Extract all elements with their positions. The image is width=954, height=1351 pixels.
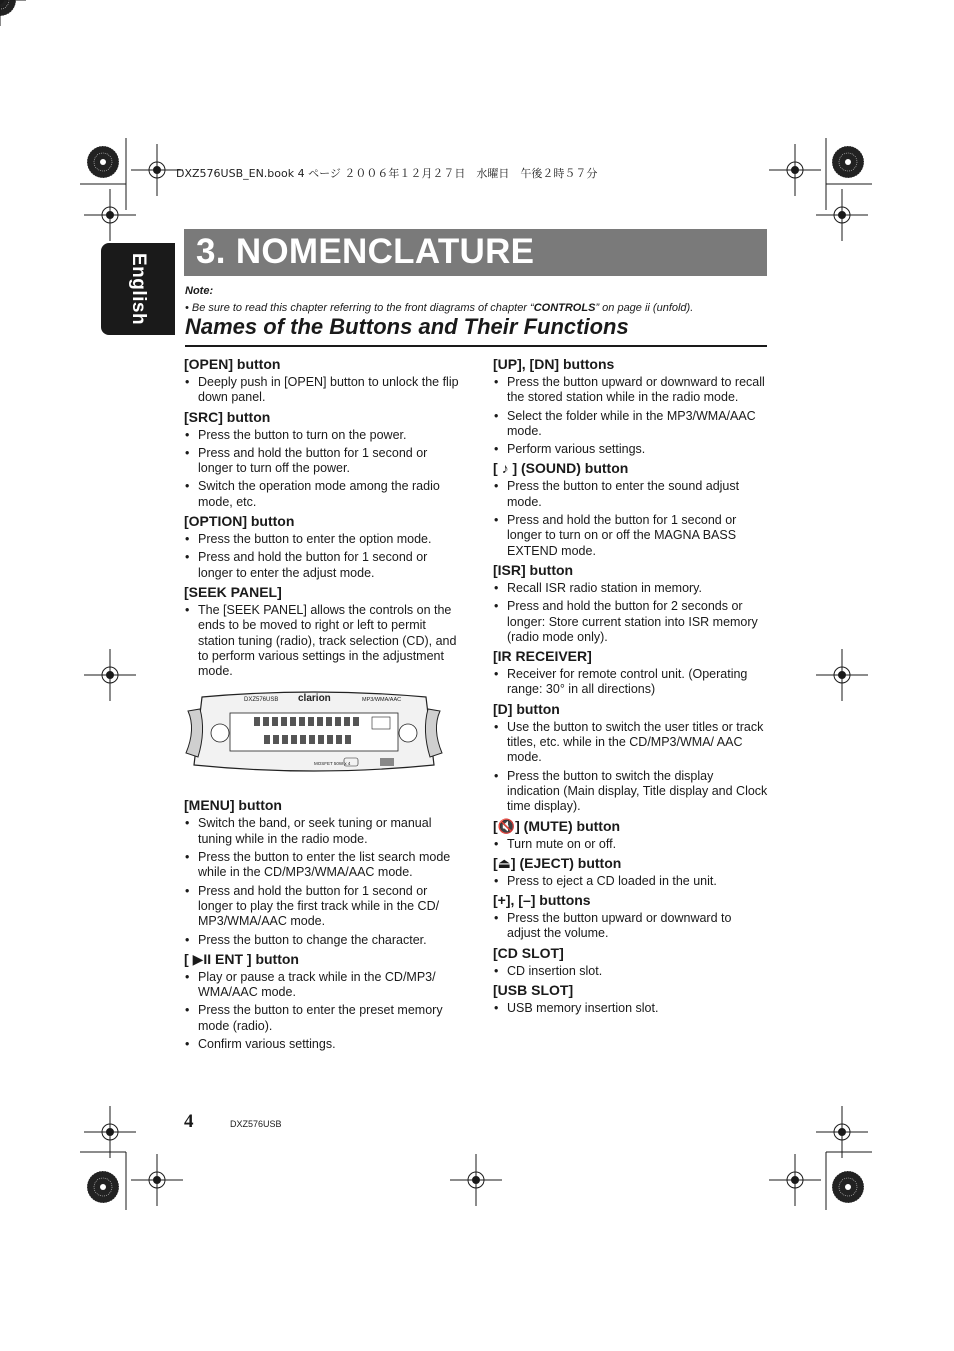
item-ir-receiver: [493, 648, 768, 698]
page-number: 4: [184, 1111, 194, 1132]
item-title: [493, 460, 768, 477]
item-title-part: ENT: [211, 950, 243, 967]
bullet-list: [184, 970, 459, 1052]
item-src-button: [184, 409, 459, 510]
language-tab-label: English: [128, 252, 149, 326]
item-title: [CD SLOT]: [493, 944, 564, 961]
bullet-item: • Press to eject a CD loaded in the unit.: [493, 874, 768, 889]
bullet-item: • Switch the band, or seek tuning or manual tuning while in the radio mode.: [184, 816, 459, 847]
bullet-list: [184, 375, 459, 406]
item-usb-slot: [493, 982, 768, 1016]
bullet-list: [493, 375, 768, 457]
item-title: [SRC] button: [184, 408, 271, 425]
item-option-button: [184, 513, 459, 581]
item-title: [OPTION] button: [184, 513, 295, 530]
bullet-list: [184, 532, 459, 581]
bullet-list: [493, 874, 768, 889]
head-unit-illustration: [184, 685, 444, 785]
item-title: [493, 818, 768, 835]
bullet-item: • Press the button upward or downward to adjust the volume.: [493, 911, 768, 942]
bullet-item: • Switch the operation mode among the radio mode, etc.: [184, 479, 459, 510]
item-seek-panel: [184, 584, 459, 679]
item-title: [D] button: [493, 700, 560, 717]
bullet-item: • Press the button to enter the option mode.: [184, 532, 459, 547]
language-tab: [101, 243, 175, 335]
bullet-item: • Perform various settings.: [493, 442, 768, 457]
item-title-part: [: [493, 854, 498, 871]
item-title: [493, 855, 768, 872]
item-isr-button: [493, 562, 768, 645]
bullet-item: • Use the button to switch the user titles or track titles, etc. while in the CD/MP3/WMA/ AAC mode.: [493, 720, 768, 766]
note-label: Note:: [185, 285, 214, 297]
button-symbol-icon: ▶II: [192, 950, 212, 967]
item-eject-button-6: [493, 855, 768, 889]
item-title-part: [: [493, 460, 502, 477]
bullet-list: [493, 581, 768, 645]
bullet-list: [493, 964, 768, 979]
bullet-item: • Press the button to switch the display indication (Main display, Title display and Clock time display).: [493, 769, 768, 815]
button-symbol-icon: ♪: [501, 460, 509, 477]
left-column: [184, 356, 459, 1055]
item-title-part: ] (EJECT) button: [510, 854, 622, 871]
device-footer-label: MOSFET 50W x 4: [314, 761, 351, 767]
footer-model: DXZ576USB: [230, 1119, 282, 1129]
bullet-item: • Press the button to turn on the power.: [184, 428, 459, 443]
chapter-title-bar: [184, 229, 767, 276]
bullet-item: • Receiver for remote control unit. (Operating range: 30° in all directions): [493, 667, 768, 698]
bullet-list: [184, 603, 459, 679]
right-column: [493, 356, 768, 1019]
bullet-list: [184, 816, 459, 947]
bullet-item: • Play or pause a track while in the CD/MP3/ WMA/AAC mode.: [184, 970, 459, 1001]
item-sound-button-1: [493, 460, 768, 558]
item-buttons: [493, 892, 768, 942]
bullet-item: • Press the button to enter the list search mode while in the CD/MP3/WMA/AAC mode.: [184, 850, 459, 881]
bullet-item: • Press the button upward or downward to recall the stored station while in the radio mode.: [493, 375, 768, 406]
item-up-dn-buttons: [493, 356, 768, 457]
bullet-list: [493, 911, 768, 942]
bullet-item: • The [SEEK PANEL] allows the controls on the ends to be moved to right or left to permit station tuning (radio), track selection (CD), and to perform various settings in the adjustment mode.: [184, 603, 459, 679]
device-format-label: MP3/WMA/AAC: [362, 697, 402, 704]
button-symbol-icon: ⏏: [497, 854, 511, 871]
item-title: [+], [–] buttons: [493, 892, 591, 909]
section-divider: [185, 345, 767, 347]
bullet-item: • Press the button to change the character.: [184, 933, 459, 948]
bullet-item: • Press and hold the button for 1 second or longer to enter the adjust mode.: [184, 550, 459, 581]
section-title: Names of the Buttons and Their Functions: [185, 314, 629, 339]
item-title-part: ] (MUTE) button: [515, 817, 621, 834]
item-title: [SEEK PANEL]: [184, 583, 282, 600]
item-title: [ISR] button: [493, 561, 574, 578]
note-text: • Be sure to read this chapter referring to the front diagrams of chapter “CONTROLS” on page ii (unfold).: [185, 302, 694, 314]
bullet-item: • CD insertion slot.: [493, 964, 768, 979]
item-title: [OPEN] button: [184, 356, 281, 372]
bullet-item: • Press the button to enter the sound adjust mode.: [493, 479, 768, 510]
bullet-list: [184, 428, 459, 510]
bullet-item: • USB memory insertion slot.: [493, 1001, 768, 1016]
bullet-list: [493, 667, 768, 698]
item-open-button: [184, 356, 459, 406]
item-menu-button: [184, 797, 459, 947]
bullet-item: • Press and hold the button for 1 second or longer to play the first track while in the CD/ MP3/WMA/AAC mode.: [184, 884, 459, 930]
item-d-button: [493, 701, 768, 815]
book-header: DXZ576USB_EN.book 4 ページ ２００６年１２月２７日 水曜日 午後２時５７分: [176, 167, 598, 180]
bullet-item: • Recall ISR radio station in memory.: [493, 581, 768, 596]
device-brand-label: clarion: [298, 693, 331, 705]
item-cd-slot: [493, 945, 768, 979]
device-model-label: DXZ576USB: [244, 697, 279, 704]
bullet-item: • Confirm various settings.: [184, 1037, 459, 1052]
item-title: [IR RECEIVER]: [493, 648, 592, 665]
bullet-list: [493, 720, 768, 815]
bullet-item: • Press and hold the button for 2 seconds or longer: Store current station into ISR memory (radio mode only).: [493, 599, 768, 645]
item-title-part: ] (SOUND) button: [508, 460, 629, 477]
item-button-5: [184, 951, 459, 1052]
item-title-part: ] button: [243, 950, 299, 967]
bullet-item: • Turn mute on or off.: [493, 837, 768, 852]
item-title: [UP], [DN] buttons: [493, 356, 615, 372]
item-title: [USB SLOT]: [493, 982, 574, 999]
bullet-item: • Press and hold the button for 1 second or longer to turn on or off the MAGNA BASS EXTEND mode.: [493, 513, 768, 559]
item-title-part: [: [493, 817, 498, 834]
bullet-item: • Select the folder while in the MP3/WMA/AAC mode.: [493, 409, 768, 440]
button-symbol-icon: 🔇: [497, 817, 516, 834]
item-title: [MENU] button: [184, 797, 282, 814]
bullet-item: • Press and hold the button for 1 second or longer to turn off the power.: [184, 446, 459, 477]
bullet-list: [493, 1001, 768, 1016]
item-mute-button-5: [493, 818, 768, 852]
bullet-item: • Press the button to enter the preset memory mode (radio).: [184, 1003, 459, 1034]
chapter-title: 3. NOMENCLATURE: [196, 232, 535, 271]
bullet-list: [493, 479, 768, 558]
item-title: [184, 951, 459, 968]
item-title-part: [: [184, 950, 193, 967]
bullet-list: [493, 837, 768, 852]
bullet-item: • Deeply push in [OPEN] button to unlock the flip down panel.: [184, 375, 459, 406]
